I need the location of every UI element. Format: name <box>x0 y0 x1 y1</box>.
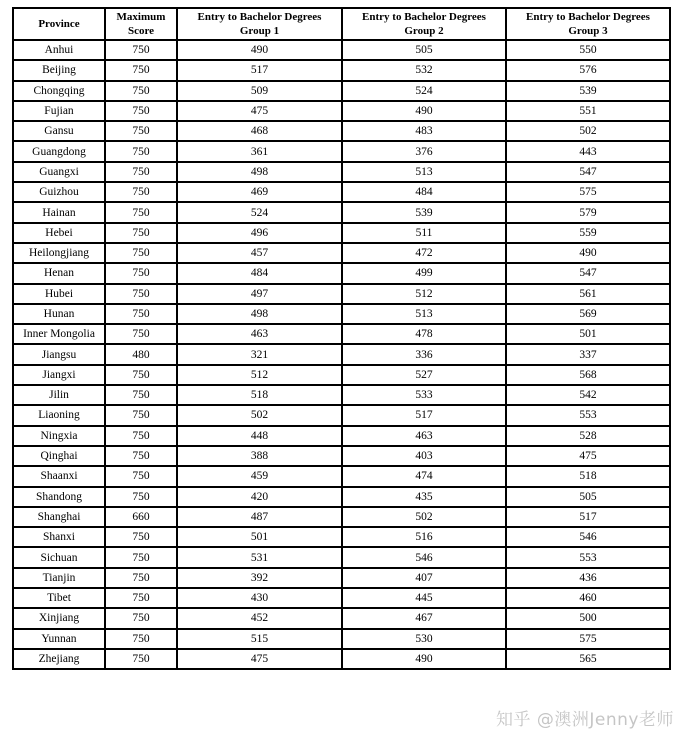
group-2-cell: 403 <box>342 446 506 466</box>
maximum-score-cell: 750 <box>105 487 177 507</box>
group-2-cell: 467 <box>342 608 506 628</box>
group-3-cell: 550 <box>506 40 670 60</box>
header-group-1 <box>177 8 342 40</box>
table-row <box>13 547 670 567</box>
group-1-cell: 459 <box>177 466 342 486</box>
maximum-score-cell: 750 <box>105 446 177 466</box>
group-1-cell: 524 <box>177 202 342 222</box>
admission-score-table <box>12 7 671 670</box>
table-row <box>13 487 670 507</box>
table-row <box>13 223 670 243</box>
maximum-score-cell: 750 <box>105 365 177 385</box>
province-cell: Fujian <box>13 101 105 121</box>
group-3-cell: 569 <box>506 304 670 324</box>
group-3-cell: 436 <box>506 568 670 588</box>
province-cell: Anhui <box>13 40 105 60</box>
group-1-cell: 497 <box>177 284 342 304</box>
table-row <box>13 101 670 121</box>
province-cell: Guangdong <box>13 141 105 161</box>
group-3-cell: 547 <box>506 162 670 182</box>
group-2-cell: 445 <box>342 588 506 608</box>
group-3-cell: 528 <box>506 426 670 446</box>
group-1-cell: 452 <box>177 608 342 628</box>
province-cell: Chongqing <box>13 81 105 101</box>
group-3-cell: 517 <box>506 507 670 527</box>
group-1-cell: 457 <box>177 243 342 263</box>
group-3-cell: 576 <box>506 60 670 80</box>
group-2-cell: 435 <box>342 487 506 507</box>
group-1-cell: 518 <box>177 385 342 405</box>
header-province <box>13 8 105 40</box>
group-2-cell: 524 <box>342 81 506 101</box>
header-group-2-line1: Entry to Bachelor Degrees <box>362 11 486 23</box>
group-2-cell: 407 <box>342 568 506 588</box>
group-3-cell: 551 <box>506 101 670 121</box>
group-2-cell: 483 <box>342 121 506 141</box>
maximum-score-cell: 750 <box>105 324 177 344</box>
group-3-cell: 553 <box>506 405 670 425</box>
group-1-cell: 509 <box>177 81 342 101</box>
table-row <box>13 141 670 161</box>
table-row <box>13 365 670 385</box>
header-group-3-line2: Group 3 <box>568 25 608 37</box>
group-2-cell: 336 <box>342 344 506 364</box>
maximum-score-cell: 750 <box>105 405 177 425</box>
maximum-score-cell: 660 <box>105 507 177 527</box>
group-2-cell: 478 <box>342 324 506 344</box>
group-2-cell: 484 <box>342 182 506 202</box>
group-2-cell: 527 <box>342 365 506 385</box>
group-3-cell: 568 <box>506 365 670 385</box>
province-cell: Guangxi <box>13 162 105 182</box>
header-group-2-line2: Group 2 <box>404 25 444 37</box>
table-header <box>13 8 670 40</box>
group-2-cell: 376 <box>342 141 506 161</box>
group-1-cell: 321 <box>177 344 342 364</box>
group-2-cell: 533 <box>342 385 506 405</box>
group-3-cell: 575 <box>506 629 670 649</box>
group-3-cell: 559 <box>506 223 670 243</box>
group-2-cell: 532 <box>342 60 506 80</box>
province-cell: Hainan <box>13 202 105 222</box>
table-row <box>13 568 670 588</box>
group-1-cell: 512 <box>177 365 342 385</box>
group-1-cell: 388 <box>177 446 342 466</box>
table-row <box>13 243 670 263</box>
group-2-cell: 513 <box>342 162 506 182</box>
group-1-cell: 496 <box>177 223 342 243</box>
province-cell: Xinjiang <box>13 608 105 628</box>
table-row <box>13 182 670 202</box>
table-row <box>13 263 670 283</box>
group-1-cell: 361 <box>177 141 342 161</box>
province-cell: Heilongjiang <box>13 243 105 263</box>
header-row <box>13 8 670 40</box>
group-3-cell: 565 <box>506 649 670 669</box>
maximum-score-cell: 750 <box>105 629 177 649</box>
group-3-cell: 579 <box>506 202 670 222</box>
province-cell: Ningxia <box>13 426 105 446</box>
group-3-cell: 561 <box>506 284 670 304</box>
group-1-cell: 475 <box>177 649 342 669</box>
group-1-cell: 498 <box>177 304 342 324</box>
maximum-score-cell: 750 <box>105 202 177 222</box>
group-2-cell: 490 <box>342 101 506 121</box>
group-1-cell: 420 <box>177 487 342 507</box>
maximum-score-cell: 750 <box>105 284 177 304</box>
province-cell: Yunnan <box>13 629 105 649</box>
table-row <box>13 426 670 446</box>
group-3-cell: 475 <box>506 446 670 466</box>
group-3-cell: 547 <box>506 263 670 283</box>
table-row <box>13 446 670 466</box>
header-maximum-score-line2: Score <box>127 25 155 37</box>
table-row <box>13 629 670 649</box>
group-1-cell: 484 <box>177 263 342 283</box>
group-3-cell: 490 <box>506 243 670 263</box>
group-1-cell: 515 <box>177 629 342 649</box>
group-1-cell: 392 <box>177 568 342 588</box>
province-cell: Hubei <box>13 284 105 304</box>
group-2-cell: 502 <box>342 507 506 527</box>
group-1-cell: 502 <box>177 405 342 425</box>
group-3-cell: 501 <box>506 324 670 344</box>
table-row <box>13 527 670 547</box>
group-2-cell: 539 <box>342 202 506 222</box>
province-cell: Shaanxi <box>13 466 105 486</box>
province-cell: Gansu <box>13 121 105 141</box>
group-1-cell: 469 <box>177 182 342 202</box>
province-cell: Hunan <box>13 304 105 324</box>
maximum-score-cell: 750 <box>105 141 177 161</box>
table-row <box>13 385 670 405</box>
maximum-score-cell: 750 <box>105 426 177 446</box>
group-1-cell: 487 <box>177 507 342 527</box>
table-row <box>13 649 670 669</box>
group-3-cell: 505 <box>506 487 670 507</box>
table-row <box>13 608 670 628</box>
province-cell: Jilin <box>13 385 105 405</box>
province-cell: Zhejiang <box>13 649 105 669</box>
group-3-cell: 500 <box>506 608 670 628</box>
province-cell: Tibet <box>13 588 105 608</box>
table-row <box>13 507 670 527</box>
group-2-cell: 490 <box>342 649 506 669</box>
maximum-score-cell: 750 <box>105 527 177 547</box>
group-2-cell: 511 <box>342 223 506 243</box>
table-row <box>13 405 670 425</box>
maximum-score-cell: 750 <box>105 182 177 202</box>
province-cell: Sichuan <box>13 547 105 567</box>
maximum-score-cell: 480 <box>105 344 177 364</box>
group-1-cell: 448 <box>177 426 342 446</box>
header-group-3 <box>506 8 670 40</box>
group-1-cell: 501 <box>177 527 342 547</box>
header-group-3-line1: Entry to Bachelor Degrees <box>526 11 650 23</box>
group-3-cell: 518 <box>506 466 670 486</box>
table-row <box>13 40 670 60</box>
group-2-cell: 472 <box>342 243 506 263</box>
province-cell: Beijing <box>13 60 105 80</box>
province-cell: Tianjin <box>13 568 105 588</box>
group-3-cell: 542 <box>506 385 670 405</box>
group-2-cell: 463 <box>342 426 506 446</box>
maximum-score-cell: 750 <box>105 81 177 101</box>
province-cell: Qinghai <box>13 446 105 466</box>
maximum-score-cell: 750 <box>105 121 177 141</box>
maximum-score-cell: 750 <box>105 162 177 182</box>
group-1-cell: 475 <box>177 101 342 121</box>
province-cell: Jiangsu <box>13 344 105 364</box>
header-maximum-score <box>105 8 177 40</box>
maximum-score-cell: 750 <box>105 568 177 588</box>
header-group-1-line1: Entry to Bachelor Degrees <box>197 11 322 23</box>
group-2-cell: 499 <box>342 263 506 283</box>
table-row <box>13 588 670 608</box>
group-2-cell: 517 <box>342 405 506 425</box>
maximum-score-cell: 750 <box>105 243 177 263</box>
group-2-cell: 530 <box>342 629 506 649</box>
group-1-cell: 498 <box>177 162 342 182</box>
maximum-score-cell: 750 <box>105 588 177 608</box>
province-cell: Shanxi <box>13 527 105 547</box>
maximum-score-cell: 750 <box>105 60 177 80</box>
group-3-cell: 443 <box>506 141 670 161</box>
maximum-score-cell: 750 <box>105 101 177 121</box>
group-1-cell: 468 <box>177 121 342 141</box>
table-row <box>13 81 670 101</box>
maximum-score-cell: 750 <box>105 547 177 567</box>
header-group-2 <box>342 8 506 40</box>
table-body <box>13 40 670 669</box>
group-3-cell: 575 <box>506 182 670 202</box>
table-row <box>13 162 670 182</box>
maximum-score-cell: 750 <box>105 608 177 628</box>
maximum-score-cell: 750 <box>105 223 177 243</box>
group-3-cell: 502 <box>506 121 670 141</box>
province-cell: Liaoning <box>13 405 105 425</box>
header-province-label: Province <box>38 18 80 30</box>
group-1-cell: 490 <box>177 40 342 60</box>
watermark: 知乎 @澳洲Jenny老师 <box>496 710 674 730</box>
table-row <box>13 121 670 141</box>
maximum-score-cell: 750 <box>105 466 177 486</box>
group-3-cell: 460 <box>506 588 670 608</box>
group-2-cell: 546 <box>342 547 506 567</box>
maximum-score-cell: 750 <box>105 304 177 324</box>
maximum-score-cell: 750 <box>105 40 177 60</box>
province-cell: Inner Mongolia <box>13 324 105 344</box>
table-row <box>13 304 670 324</box>
group-2-cell: 512 <box>342 284 506 304</box>
header-maximum-score-line1: Maximum <box>116 11 166 23</box>
table-row <box>13 344 670 364</box>
province-cell: Shanghai <box>13 507 105 527</box>
table-row <box>13 466 670 486</box>
group-3-cell: 539 <box>506 81 670 101</box>
group-3-cell: 337 <box>506 344 670 364</box>
table-row <box>13 202 670 222</box>
province-cell: Guizhou <box>13 182 105 202</box>
group-3-cell: 553 <box>506 547 670 567</box>
table-row <box>13 324 670 344</box>
maximum-score-cell: 750 <box>105 385 177 405</box>
group-1-cell: 463 <box>177 324 342 344</box>
group-3-cell: 546 <box>506 527 670 547</box>
group-2-cell: 505 <box>342 40 506 60</box>
table-row <box>13 60 670 80</box>
maximum-score-cell: 750 <box>105 649 177 669</box>
maximum-score-cell: 750 <box>105 263 177 283</box>
group-1-cell: 517 <box>177 60 342 80</box>
table-row <box>13 284 670 304</box>
group-1-cell: 430 <box>177 588 342 608</box>
province-cell: Henan <box>13 263 105 283</box>
group-1-cell: 531 <box>177 547 342 567</box>
header-group-1-line2: Group 1 <box>239 25 280 37</box>
group-2-cell: 516 <box>342 527 506 547</box>
province-cell: Jiangxi <box>13 365 105 385</box>
province-cell: Shandong <box>13 487 105 507</box>
group-2-cell: 474 <box>342 466 506 486</box>
province-cell: Hebei <box>13 223 105 243</box>
group-2-cell: 513 <box>342 304 506 324</box>
